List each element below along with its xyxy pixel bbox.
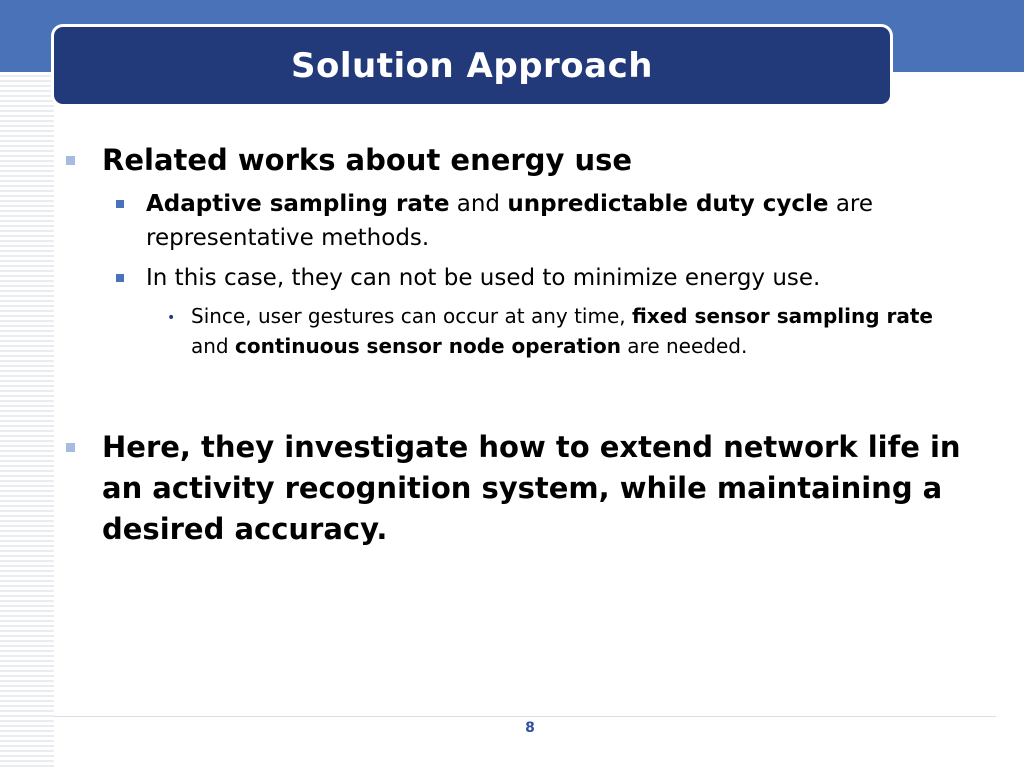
sub-bullet-text: In this case, they can not be used to minimize energy use. [146, 265, 821, 291]
bullet-text: Here, they investigate how to extend network life in an activity recognition system, while maintaining a desired accuracy. [102, 430, 961, 546]
square-bullet-icon [116, 200, 124, 208]
square-bullet-icon [66, 443, 75, 452]
bullet-related-works [62, 140, 972, 181]
sub-bullet-text: are representative methods. [146, 191, 874, 251]
bold-term: Adaptive sampling rate [146, 191, 450, 217]
bold-term: fixed sensor sampling rate [631, 304, 933, 328]
sub-sub-bullet-reason [62, 301, 972, 361]
left-stripe-decoration [0, 72, 54, 768]
square-bullet-icon [66, 156, 75, 165]
title-banner [54, 27, 890, 104]
slide-content [62, 140, 972, 550]
dot-bullet-icon: • [167, 310, 176, 326]
square-bullet-icon [116, 274, 124, 282]
sub-sub-bullet-text: Since, user gestures can occur at any time, [191, 304, 632, 328]
footer-divider [54, 716, 996, 717]
title-box [51, 24, 893, 107]
sub-sub-bullet-text: are needed. [620, 334, 748, 358]
sub-sub-bullet-text: and [191, 334, 235, 358]
sub-bullet-text: and [449, 191, 508, 217]
bold-term: continuous sensor node operation [234, 334, 621, 358]
sub-bullet-limitation [62, 261, 972, 295]
bullet-investigation [62, 427, 972, 550]
sub-bullet-methods [62, 187, 972, 255]
bold-term: unpredictable duty cycle [507, 191, 829, 217]
bullet-text: Related works about energy use [102, 143, 633, 177]
page-number: 8 [525, 720, 535, 736]
slide-title: Solution Approach [291, 45, 653, 86]
